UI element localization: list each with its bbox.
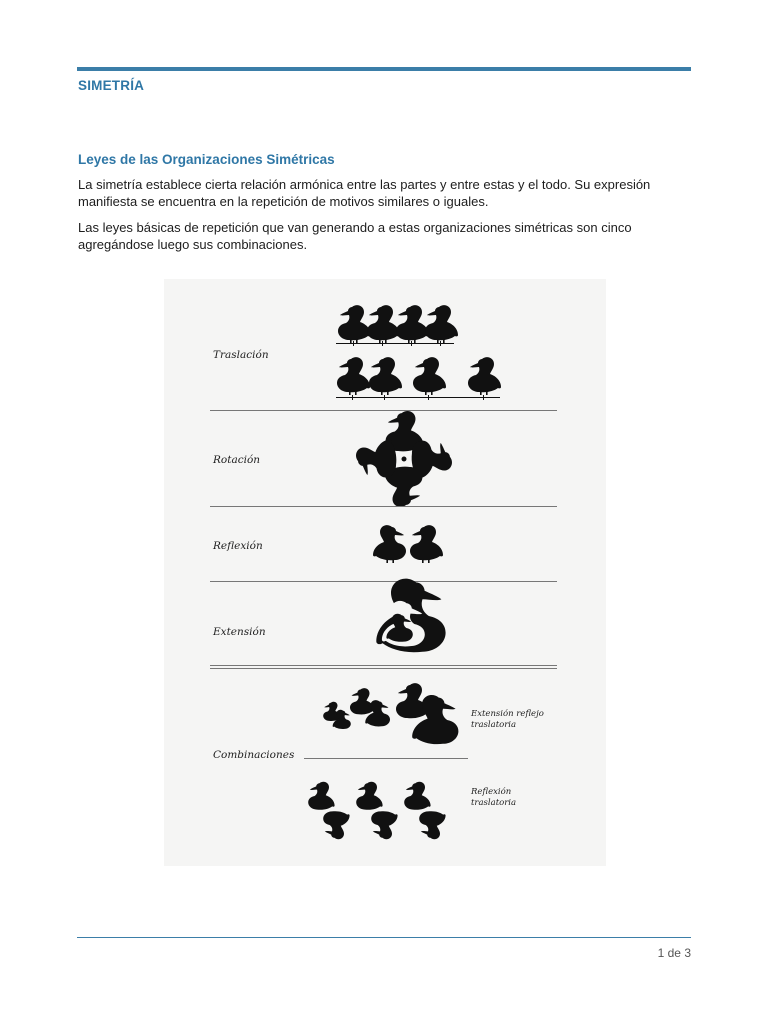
symmetry-figure <box>164 279 606 866</box>
note-reflexion-traslatoria-2: traslatoria <box>471 798 517 808</box>
label-rotacion: Rotación <box>213 454 261 466</box>
label-extension: Extensión <box>213 626 266 638</box>
combinacion-extension-reflejo <box>323 683 458 744</box>
divider-1 <box>210 410 557 411</box>
header-rule <box>77 67 691 71</box>
paragraph-1: La simetría establece cierta relación armónica entre las partes y entre estas y el todo. Su expresión manifiesta se encuentra en la repetición de motivos similares o iguales. <box>78 177 651 209</box>
divider-4b <box>210 668 557 669</box>
paragraph-2: Las leyes básicas de repetición que van generando a estas organizaciones simétricas son cinco agregándose luego sus combinaciones. <box>78 220 632 252</box>
label-combinaciones: Combinaciones <box>213 749 295 761</box>
label-reflexion: Reflexión <box>213 540 263 552</box>
rotacion-motif <box>356 411 452 507</box>
traslacion-row-2 <box>336 357 501 400</box>
traslacion-row-1 <box>336 305 458 346</box>
divider-2 <box>210 506 557 507</box>
content-heading: Leyes de las Organizaciones Simétricas <box>78 152 335 167</box>
divider-4a <box>210 665 557 666</box>
note-extension-reflejo-2: traslatoria <box>471 720 517 730</box>
reflexion-motif <box>373 525 443 563</box>
note-extension-reflejo-1: Extensión reflejo <box>471 709 544 719</box>
footer-rule <box>77 937 691 938</box>
section-title: SIMETRÍA <box>78 78 145 93</box>
page-number: 1 de 3 <box>657 946 691 960</box>
extension-motif <box>376 579 445 653</box>
note-reflexion-traslatoria-1: Reflexión <box>471 787 512 797</box>
symmetry-illustration <box>164 279 606 866</box>
label-traslacion: Traslación <box>213 349 269 361</box>
combinacion-reflexion-traslatoria <box>308 782 445 840</box>
divider-5 <box>304 758 468 759</box>
divider-3 <box>210 581 557 582</box>
